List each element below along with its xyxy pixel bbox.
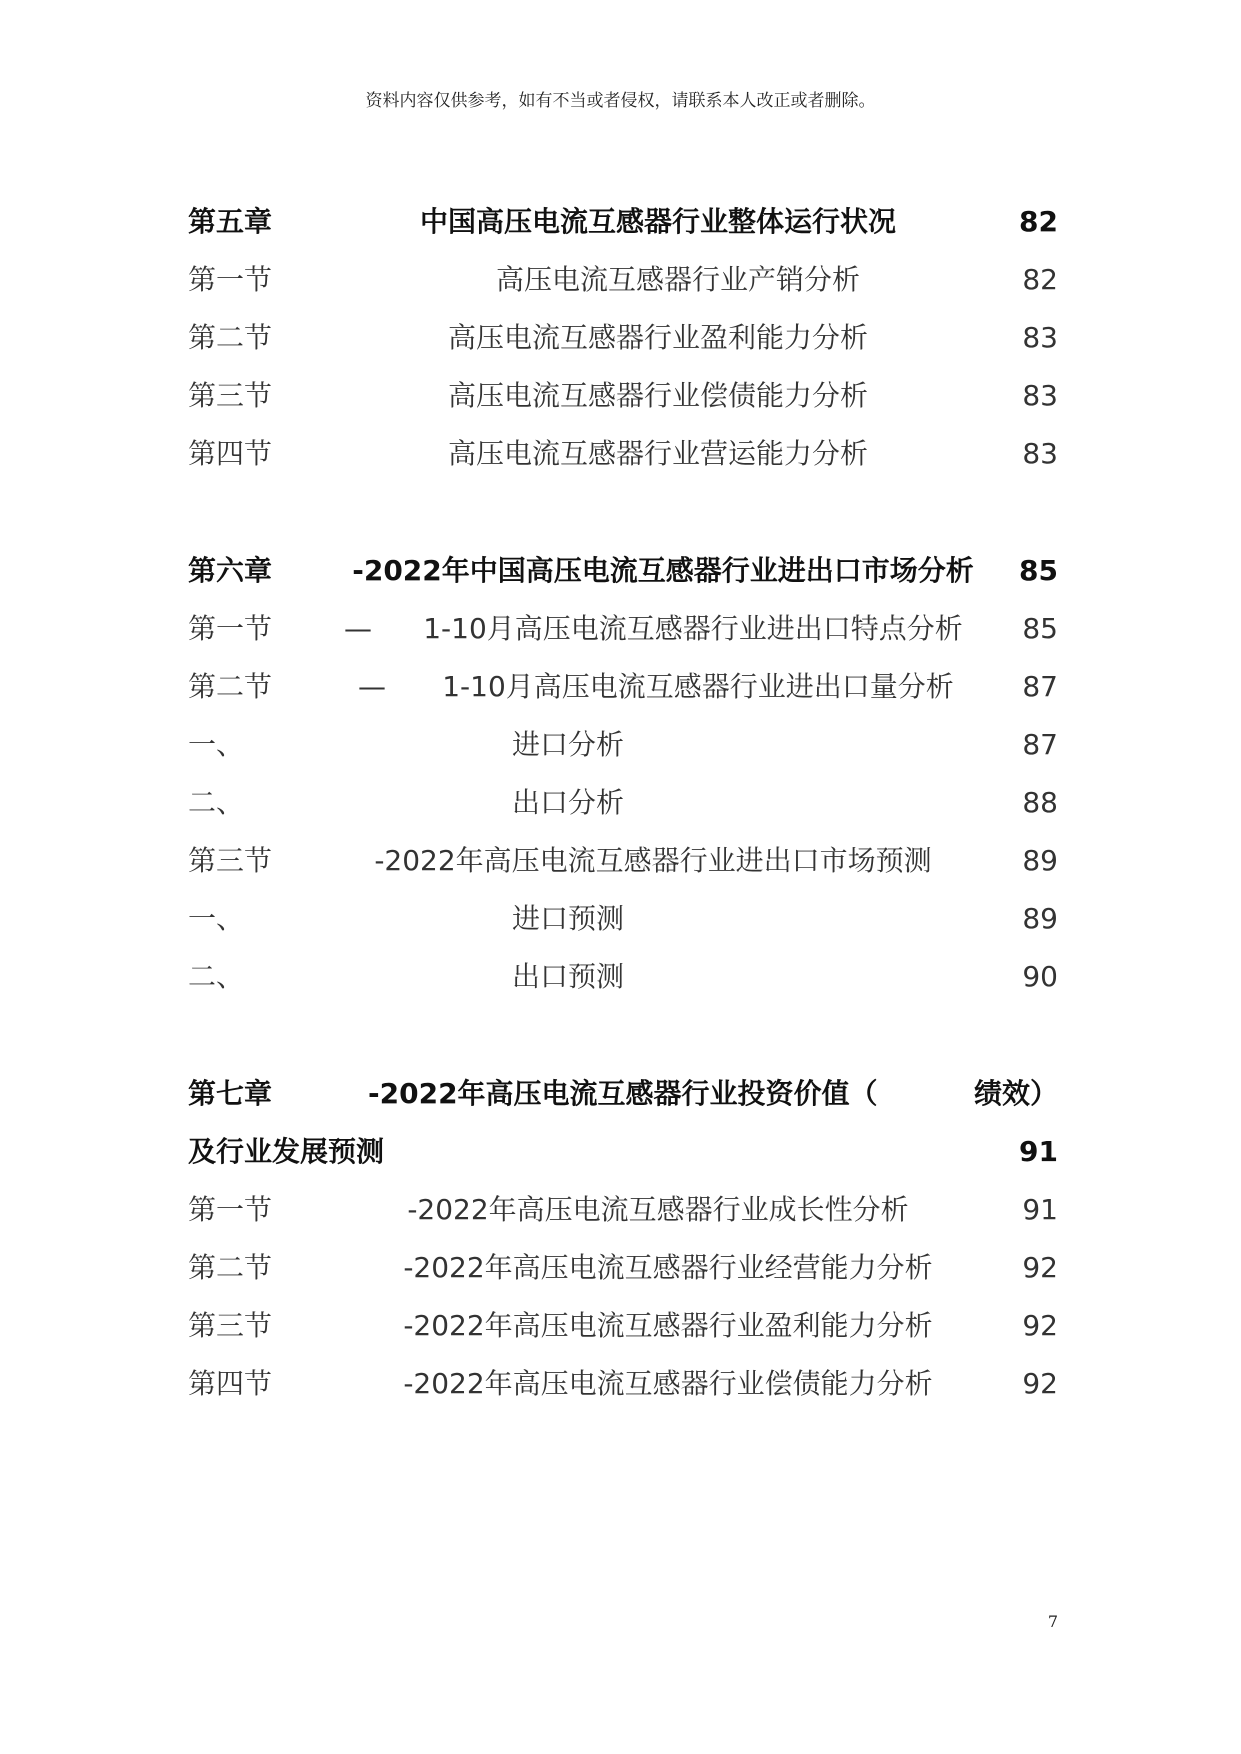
toc-chapter-title: -2022年中国高压电流互感器行业进出口市场分析 (352, 554, 974, 587)
toc-page-number: 92 (1022, 1309, 1058, 1342)
toc-section-title: 1-10月高压电流互感器行业进出口特点分析 (423, 612, 963, 645)
toc-section-label: 第二节 (188, 321, 273, 354)
toc-chapter-label: 第七章 (188, 1077, 273, 1110)
toc-subsection-label: 一、 (188, 728, 245, 761)
toc-section-7-1[interactable] (188, 1185, 1058, 1235)
toc-section-label: 第二节 (188, 1251, 273, 1284)
toc-section-title: 1-10月高压电流互感器行业进出口量分析 (442, 670, 954, 703)
toc-page-number: 92 (1022, 1367, 1058, 1400)
toc-section-5-4[interactable] (188, 429, 1058, 479)
toc-section-label: 第二节 (188, 670, 273, 703)
toc-section-6-2[interactable] (188, 662, 1058, 712)
toc-page-number: 85 (1019, 554, 1058, 587)
toc-subsection-title: 出口预测 (511, 960, 624, 993)
toc-subsection-6-2-1[interactable] (188, 720, 1058, 770)
toc-page-number: 87 (1022, 670, 1058, 703)
toc-section-6-1[interactable] (188, 604, 1058, 654)
toc-page-number: 92 (1022, 1251, 1058, 1284)
toc-section-label: 第四节 (188, 1367, 273, 1400)
toc-page-number: 91 (1019, 1135, 1058, 1168)
toc-dash: — (358, 670, 386, 703)
toc-section-title: -2022年高压电流互感器行业成长性分析 (407, 1193, 909, 1226)
toc-page-number: 82 (1022, 263, 1058, 296)
toc-page-number: 82 (1019, 205, 1058, 238)
toc-chapter-6[interactable] (188, 546, 1058, 596)
toc-subsection-title: 出口分析 (511, 786, 624, 819)
toc-subsection-title: 进口预测 (511, 902, 624, 935)
toc-section-title: -2022年高压电流互感器行业盈利能力分析 (403, 1309, 933, 1342)
toc-section-title: -2022年高压电流互感器行业经营能力分析 (403, 1251, 933, 1284)
toc-subsection-label: 一、 (188, 902, 245, 935)
toc-section-label: 第一节 (188, 263, 273, 296)
toc-section-title: 高压电流互感器行业营运能力分析 (447, 437, 868, 470)
toc-chapter-title-end: 绩效） (973, 1077, 1058, 1110)
toc-page-number: 85 (1022, 612, 1058, 645)
toc-section-7-3[interactable] (188, 1301, 1058, 1351)
toc-subsection-label: 二、 (188, 786, 245, 819)
toc-page-number: 87 (1022, 728, 1058, 761)
toc-section-label: 第三节 (188, 379, 273, 412)
toc-subsection-label: 二、 (188, 960, 245, 993)
toc-page-number: 83 (1022, 437, 1058, 470)
toc-chapter-7-line2[interactable] (188, 1127, 1058, 1177)
toc-section-title: -2022年高压电流互感器行业偿债能力分析 (403, 1367, 933, 1400)
toc-chapter-title-continued: 及行业发展预测 (188, 1135, 385, 1168)
toc-dash: — (344, 612, 372, 645)
toc-page-number: 89 (1022, 902, 1058, 935)
toc-section-label: 第一节 (188, 1193, 273, 1226)
toc-subsection-6-2-2[interactable] (188, 778, 1058, 828)
toc-section-5-2[interactable] (188, 313, 1058, 363)
toc-subsection-6-3-2[interactable] (188, 952, 1058, 1002)
toc-section-label: 第四节 (188, 437, 273, 470)
toc-chapter-7[interactable] (188, 1069, 1058, 1119)
toc-page-number: 83 (1022, 379, 1058, 412)
page-header-disclaimer: 资料内容仅供参考，如有不当或者侵权，请联系本人改正或者删除。 (365, 91, 876, 111)
toc-section-label: 第三节 (188, 844, 273, 877)
toc-subsection-title: 进口分析 (511, 728, 624, 761)
toc-section-7-2[interactable] (188, 1243, 1058, 1293)
toc-subsection-6-3-1[interactable] (188, 894, 1058, 944)
toc-section-label: 第三节 (188, 1309, 273, 1342)
toc-page-number: 90 (1022, 960, 1058, 993)
toc-section-title: -2022年高压电流互感器行业进出口市场预测 (374, 844, 932, 877)
toc-chapter-title: -2022年高压电流互感器行业投资价值（ (368, 1077, 878, 1110)
toc-section-5-3[interactable] (188, 371, 1058, 421)
toc-section-6-3[interactable] (188, 836, 1058, 886)
toc-page-number: 88 (1022, 786, 1058, 819)
toc-section-label: 第一节 (188, 612, 273, 645)
toc-section-title: 高压电流互感器行业偿债能力分析 (447, 379, 868, 412)
toc-page-number: 83 (1022, 321, 1058, 354)
toc-section-title: 高压电流互感器行业盈利能力分析 (447, 321, 868, 354)
page-number: 7 (1047, 1612, 1058, 1631)
toc-chapter-5[interactable] (188, 197, 1058, 247)
toc-section-5-1[interactable] (188, 255, 1058, 305)
toc-chapter-label: 第六章 (188, 554, 273, 587)
toc-page-number: 91 (1022, 1193, 1058, 1226)
toc-chapter-title: 中国高压电流互感器行业整体运行状况 (419, 205, 896, 238)
toc-section-title: 高压电流互感器行业产销分析 (495, 263, 860, 296)
toc-section-7-4[interactable] (188, 1359, 1058, 1409)
toc-chapter-label: 第五章 (188, 205, 273, 238)
toc-page-number: 89 (1022, 844, 1058, 877)
